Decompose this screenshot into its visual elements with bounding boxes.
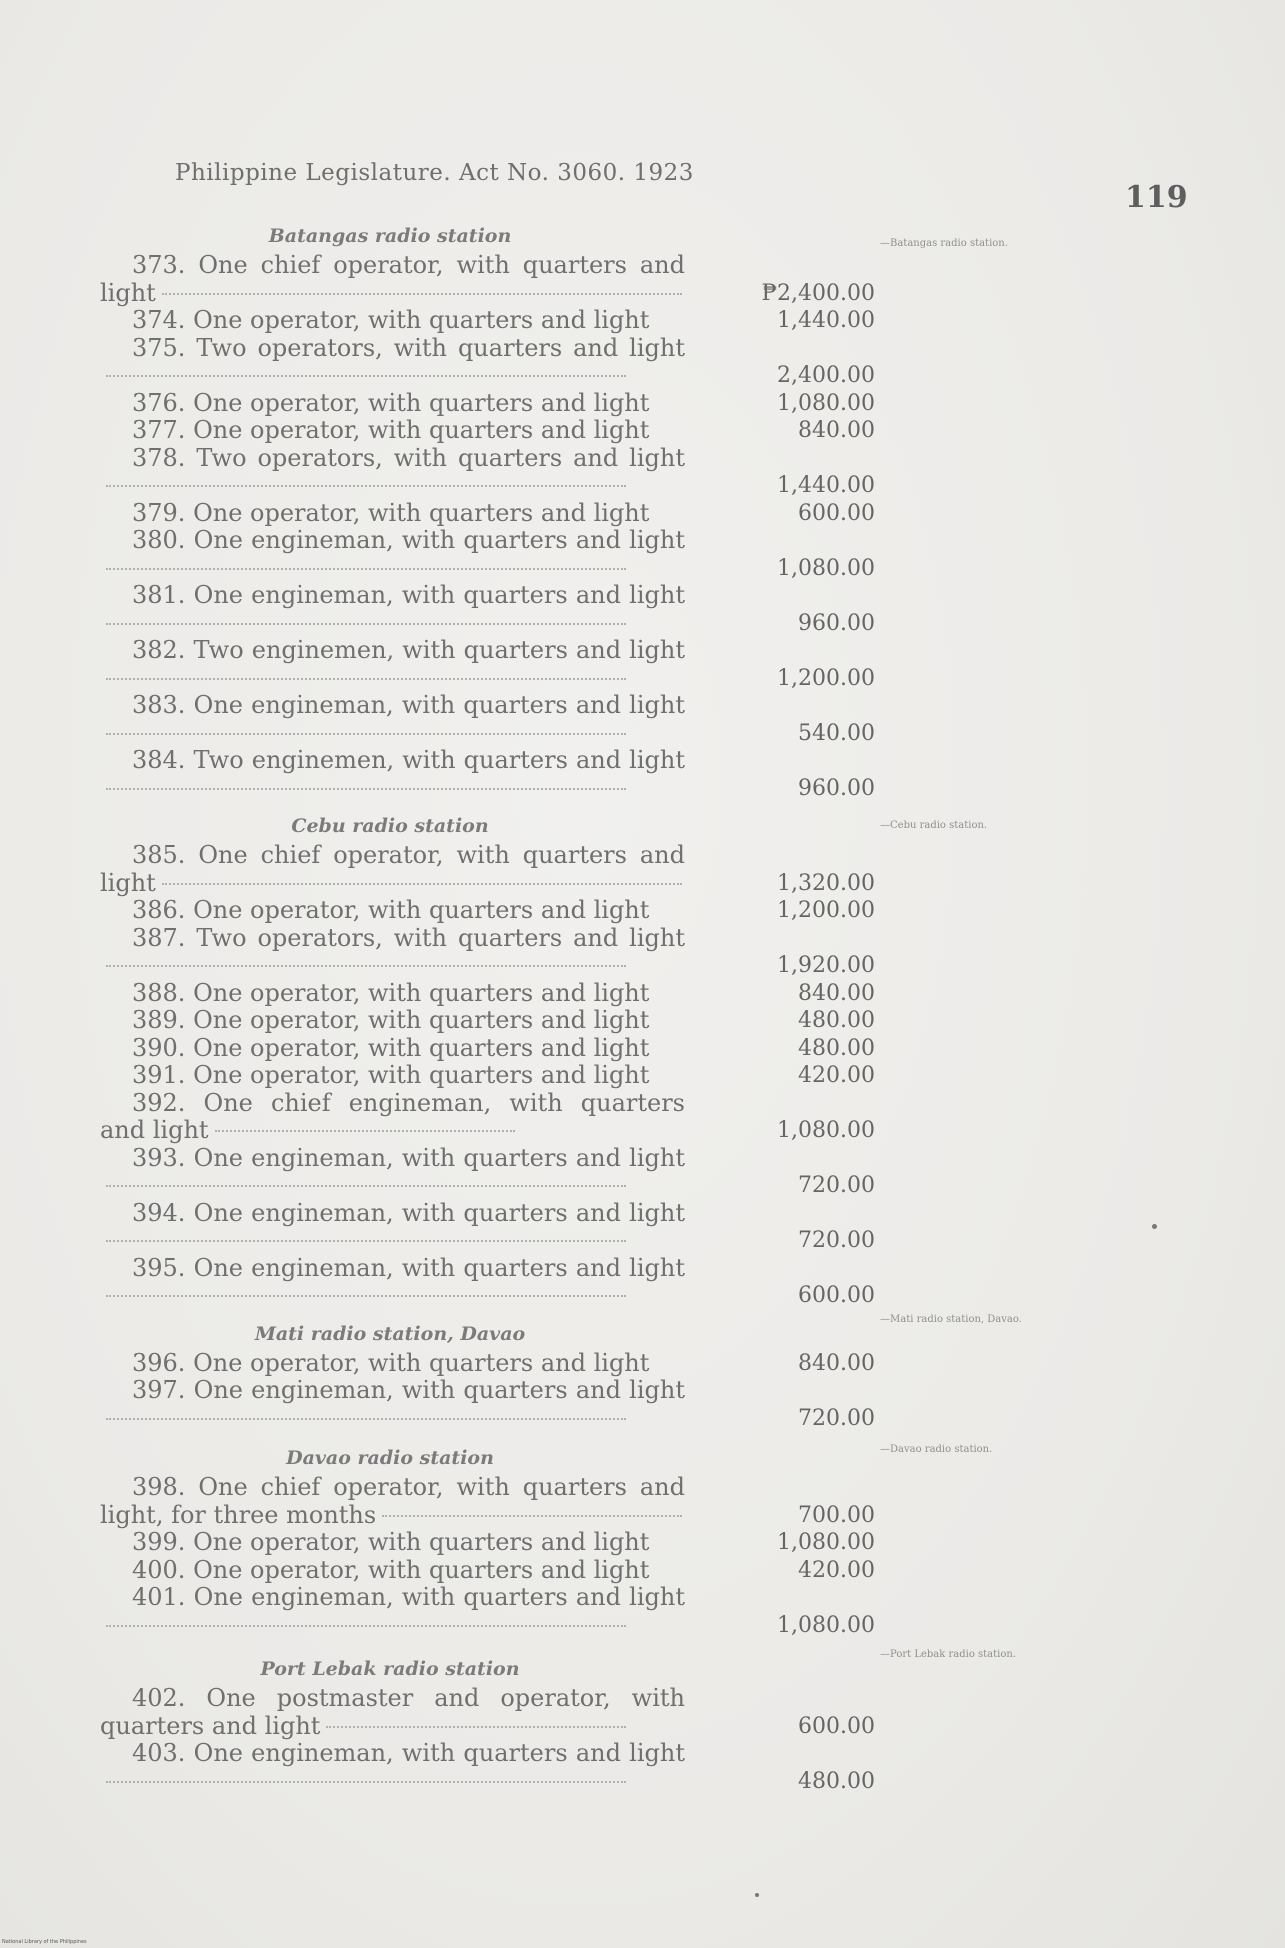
item-text: 388. One operator, with quarters and light bbox=[132, 978, 650, 1007]
item-amount: 600.00 bbox=[798, 1713, 875, 1739]
section-davao bbox=[0, 1442, 1285, 1639]
item-amount: 1,440.00 bbox=[777, 308, 875, 333]
item-text: 384. Two enginemen, with quarters and light bbox=[132, 746, 685, 774]
line-item bbox=[0, 445, 1285, 500]
line-item bbox=[0, 1145, 1285, 1200]
item-text: 380. One engineman, with quarters and light bbox=[132, 526, 685, 554]
line-item bbox=[0, 527, 1285, 582]
item-text: 382. Two enginemen, with quarters and light bbox=[132, 636, 685, 664]
item-amount: 480.00 bbox=[798, 1035, 875, 1061]
line-item bbox=[0, 582, 1285, 637]
line-item bbox=[0, 1474, 1285, 1529]
section-title: Mati radio station, Davao bbox=[254, 1322, 526, 1345]
line-item bbox=[0, 1557, 1285, 1585]
ink-speck bbox=[1152, 1224, 1157, 1229]
item-text: 401. One engineman, with quarters and light bbox=[132, 1583, 685, 1611]
line-item bbox=[0, 1584, 1285, 1639]
line-item bbox=[0, 1035, 1285, 1063]
margin-note: —Batangas radio station. bbox=[880, 238, 1008, 249]
item-text: 395. One engineman, with quarters and light bbox=[132, 1253, 685, 1282]
line-item bbox=[0, 307, 1285, 335]
line-item bbox=[0, 335, 1285, 390]
margin-note: —Cebu radio station. bbox=[880, 820, 988, 831]
line-item bbox=[0, 747, 1285, 802]
item-amount: 600.00 bbox=[798, 500, 875, 526]
line-item bbox=[0, 252, 1285, 307]
item-text: 392. One chief engineman, with quarters and light bbox=[100, 1088, 685, 1144]
section-title: Cebu radio station bbox=[291, 815, 489, 837]
item-amount: 420.00 bbox=[798, 1063, 875, 1088]
item-amount: 1,080.00 bbox=[777, 555, 875, 581]
item-amount: 1,080.00 bbox=[777, 390, 875, 416]
line-item bbox=[0, 925, 1285, 980]
item-text: 375. Two operators, with quarters and light bbox=[132, 333, 685, 362]
line-item bbox=[0, 842, 1285, 897]
item-text: 391. One operator, with quarters and light bbox=[132, 1061, 650, 1089]
item-amount: 840.00 bbox=[798, 1350, 875, 1376]
line-item bbox=[0, 1255, 1285, 1310]
item-text: 387. Two operators, with quarters and light bbox=[132, 923, 685, 952]
section-port-lebak bbox=[0, 1649, 1285, 1795]
item-text: 386. One operator, with quarters and light bbox=[132, 896, 650, 924]
page-number: 119 bbox=[1125, 180, 1188, 215]
item-amount: 960.00 bbox=[798, 610, 875, 636]
item-text: 389. One operator, with quarters and light bbox=[132, 1006, 650, 1034]
section-title: Batangas radio station bbox=[268, 225, 512, 247]
line-item bbox=[0, 1529, 1285, 1557]
item-text: 394. One engineman, with quarters and light bbox=[132, 1198, 685, 1227]
item-amount: 540.00 bbox=[798, 720, 875, 746]
section-batangas bbox=[0, 220, 1285, 802]
item-amount: 480.00 bbox=[798, 1008, 875, 1033]
ink-speck bbox=[755, 1893, 759, 1897]
item-amount: 960.00 bbox=[798, 775, 875, 801]
line-item bbox=[0, 637, 1285, 692]
item-text: 390. One operator, with quarters and light bbox=[132, 1033, 650, 1062]
item-amount: 1,080.00 bbox=[777, 1530, 875, 1555]
item-amount: 2,400.00 bbox=[777, 363, 875, 388]
section-title: Davao radio station bbox=[286, 1447, 494, 1469]
item-text: 397. One engineman, with quarters and light bbox=[132, 1376, 685, 1404]
line-item bbox=[0, 500, 1285, 528]
section-mati bbox=[0, 1313, 1285, 1433]
running-header: Philippine Legislature. Act No. 3060. 1923 bbox=[175, 160, 694, 186]
line-item bbox=[0, 1090, 1285, 1145]
margin-note: —Port Lebak radio station. bbox=[880, 1649, 1016, 1660]
line-item bbox=[0, 692, 1285, 747]
section-cebu bbox=[0, 810, 1285, 1310]
margin-note: —Davao radio station. bbox=[880, 1444, 993, 1455]
item-text: 398. One chief operator, with quarters and light, for three months bbox=[100, 1473, 685, 1529]
item-text: 400. One operator, with quarters and light bbox=[132, 1555, 650, 1584]
item-amount: 840.00 bbox=[798, 980, 875, 1006]
item-amount: 1,080.00 bbox=[777, 1612, 875, 1638]
item-amount: 1,920.00 bbox=[777, 953, 875, 978]
line-item bbox=[0, 1007, 1285, 1035]
item-text: 379. One operator, with quarters and light bbox=[132, 498, 650, 527]
line-item bbox=[0, 390, 1285, 418]
item-text: 381. One engineman, with quarters and light bbox=[132, 581, 685, 609]
item-amount: 1,440.00 bbox=[777, 473, 875, 498]
line-item bbox=[0, 417, 1285, 445]
item-amount: 720.00 bbox=[798, 1228, 875, 1253]
item-text: 402. One postmaster and operator, with quarters and light bbox=[100, 1684, 685, 1740]
item-amount: 1,200.00 bbox=[777, 665, 875, 691]
margin-note: —Mati radio station, Davao. bbox=[880, 1313, 1022, 1325]
appropriation-list bbox=[0, 220, 1285, 1795]
item-text: 377. One operator, with quarters and light bbox=[132, 416, 650, 444]
item-text: 396. One operator, with quarters and light bbox=[132, 1348, 650, 1377]
item-amount: 1,200.00 bbox=[777, 898, 875, 923]
line-item bbox=[0, 980, 1285, 1008]
item-amount: 720.00 bbox=[798, 1405, 875, 1431]
line-item bbox=[0, 1377, 1285, 1432]
line-item bbox=[0, 1062, 1285, 1090]
item-amount: 720.00 bbox=[798, 1173, 875, 1198]
line-item bbox=[0, 1740, 1285, 1795]
item-text: 383. One engineman, with quarters and light bbox=[132, 691, 685, 719]
line-item bbox=[0, 897, 1285, 925]
footer-credit: National Library of the Philippines bbox=[2, 1939, 87, 1945]
item-text: 376. One operator, with quarters and light bbox=[132, 388, 650, 417]
item-text: 378. Two operators, with quarters and light bbox=[132, 443, 685, 472]
line-item bbox=[0, 1200, 1285, 1255]
item-amount: 600.00 bbox=[798, 1283, 875, 1308]
item-text: 393. One engineman, with quarters and light bbox=[132, 1143, 685, 1172]
item-amount: 420.00 bbox=[798, 1557, 875, 1583]
item-amount: 1,320.00 bbox=[777, 870, 875, 896]
item-text: 403. One engineman, with quarters and light bbox=[132, 1739, 685, 1767]
section-title: Port Lebak radio station bbox=[260, 1658, 520, 1680]
item-amount: 480.00 bbox=[798, 1768, 875, 1794]
item-text: 399. One operator, with quarters and light bbox=[132, 1528, 650, 1556]
item-amount: 1,080.00 bbox=[777, 1118, 875, 1143]
line-item bbox=[0, 1685, 1285, 1740]
item-text: 373. One chief operator, with quarters and light bbox=[100, 251, 685, 307]
item-amount: 840.00 bbox=[798, 418, 875, 443]
item-text: 374. One operator, with quarters and light bbox=[132, 306, 650, 334]
item-amount: ₱2,400.00 bbox=[761, 280, 875, 306]
item-amount: 700.00 bbox=[798, 1502, 875, 1528]
item-text: 385. One chief operator, with quarters and light bbox=[100, 841, 685, 897]
line-item bbox=[0, 1350, 1285, 1378]
